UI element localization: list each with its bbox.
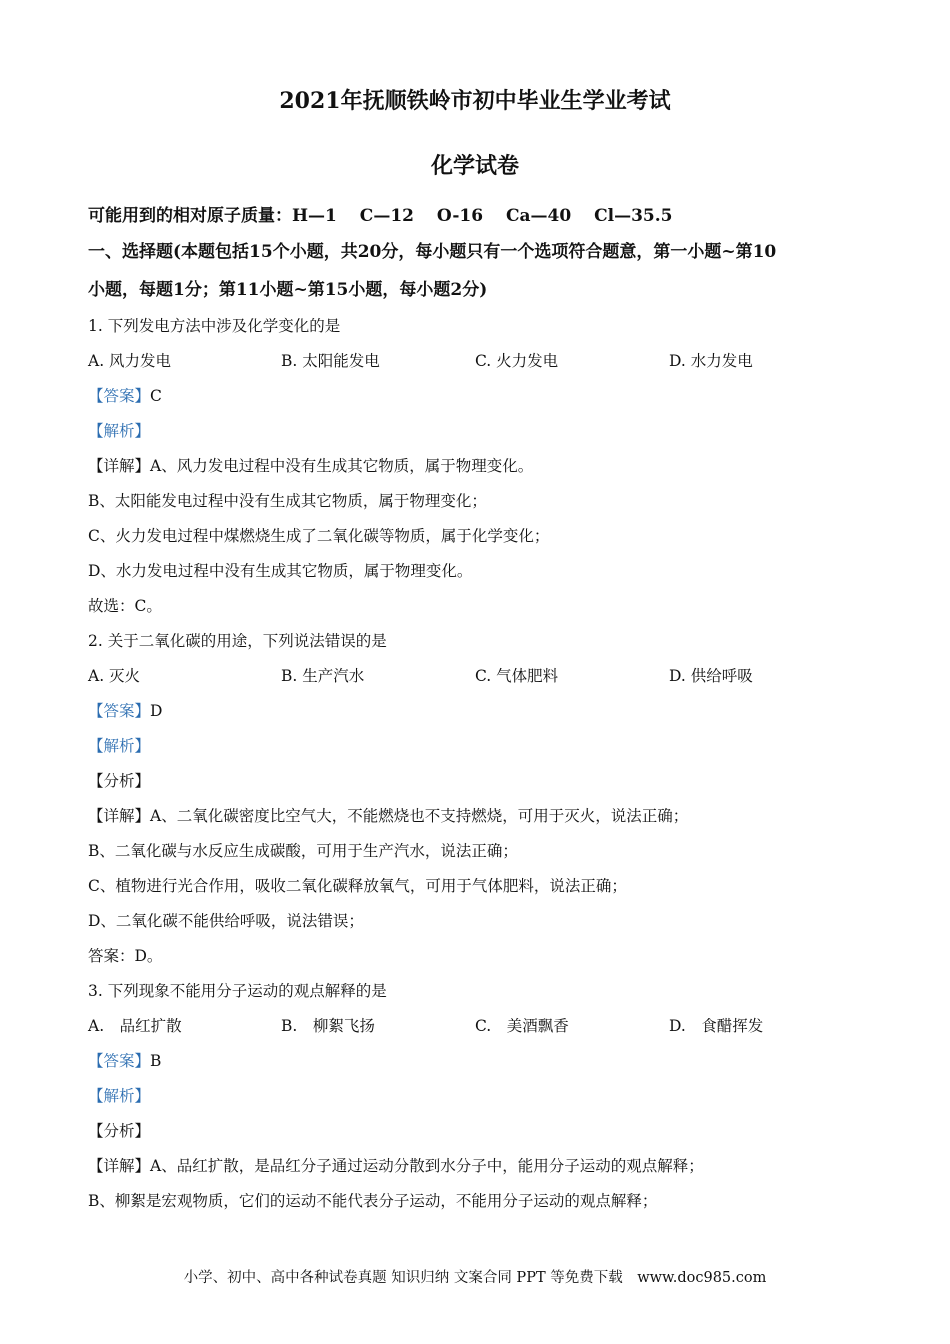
section-heading-line1: 一、选择题(本题包括15个小题，共20分，每小题只有一个选项符合题意，第一小题~第10 [88,242,777,262]
detail-tag: 【详解】 [88,1157,151,1175]
q3-fenxi: 【分析】 [88,1122,151,1140]
q2-option-c: C. 气体肥料 [475,667,559,685]
q1-detail-4: D、水力发电过程中没有生成其它物质，属于物理变化。 [88,562,473,580]
q2-conclusion: 答案：D。 [88,947,163,965]
q2-detail-3: C、植物进行光合作用，吸收二氧化碳释放氧气，可用于气体肥料，说法正确； [88,877,627,895]
q1-stem: 1. 下列发电方法中涉及化学变化的是 [88,317,341,335]
q3-stem: 3. 下列现象不能用分子运动的观点解释的是 [88,982,387,1000]
q1-analysis-tag: 【解析】 [88,422,151,440]
exam-title: 2021年抚顺铁岭市初中毕业生学业考试 [279,88,671,114]
detail-text: A、品红扩散，是品红分子通过运动分散到水分子中，能用分子运动的观点解释； [150,1157,704,1175]
q3-analysis-tag: 【解析】 [88,1087,151,1105]
page-footer: 小学、初中、高中各种试卷真题 知识归纳 文案合同 PPT 等免费下载 www.doc985.com [183,1270,767,1286]
q2-fenxi: 【分析】 [88,772,151,790]
answer-value: D [150,702,163,720]
q1-option-c: C. 火力发电 [475,352,559,370]
answer-value: B [150,1052,162,1070]
q1-detail-2: B、太阳能发电过程中没有生成其它物质，属于物理变化； [88,492,487,510]
answer-tag: 【答案】 [88,387,151,405]
q2-option-b: B. 生产汽水 [281,667,365,685]
q2-option-a: A. 灭火 [88,667,141,685]
q2-option-d: D. 供给呼吸 [669,667,753,685]
q2-stem: 2. 关于二氧化碳的用途，下列说法错误的是 [88,632,387,650]
q1-detail-3: C、火力发电过程中煤燃烧生成了二氧化碳等物质，属于化学变化； [88,527,550,545]
q3-option-c: C. 美酒飘香 [475,1017,569,1035]
q3-detail-2: B、柳絮是宏观物质，它们的运动不能代表分子运动，不能用分子运动的观点解释； [88,1192,658,1210]
detail-tag: 【详解】 [88,457,151,475]
q2-detail-1 [88,805,868,827]
q3-option-b: B. 柳絮飞扬 [281,1017,375,1035]
atomic-masses: 可能用到的相对原子质量：H—1 C—12 O-16 Ca—40 Cl—35.5 [88,206,673,226]
q3-option-d: D. 食醋挥发 [669,1017,764,1035]
answer-tag: 【答案】 [88,702,151,720]
q1-option-d: D. 水力发电 [669,352,753,370]
section-heading-line2: 小题，每题1分；第11小题~第15小题，每小题2分) [88,280,488,300]
q2-detail-2: B、二氧化碳与水反应生成碳酸，可用于生产汽水，说法正确； [88,842,518,860]
detail-text: A、二氧化碳密度比空气大，不能燃烧也不支持燃烧，可用于灭火，说法正确； [150,807,689,825]
exam-subtitle: 化学试卷 [430,153,519,179]
q1-answer [88,385,868,407]
answer-value: C [150,387,162,405]
answer-tag: 【答案】 [88,1052,151,1070]
q3-detail-1 [88,1155,868,1177]
q1-detail-1 [88,455,868,477]
q3-answer [88,1050,868,1072]
q1-option-b: B. 太阳能发电 [281,352,380,370]
q1-conclusion: 故选：C。 [88,597,162,615]
q2-analysis-tag: 【解析】 [88,737,151,755]
q2-answer [88,700,868,722]
detail-text: A、风力发电过程中没有生成其它物质，属于物理变化。 [150,457,534,475]
q2-detail-4: D、二氧化碳不能供给呼吸，说法错误； [88,912,364,930]
q3-option-a: A. 品红扩散 [88,1017,182,1035]
q1-option-a: A. 风力发电 [88,352,172,370]
detail-tag: 【详解】 [88,807,151,825]
